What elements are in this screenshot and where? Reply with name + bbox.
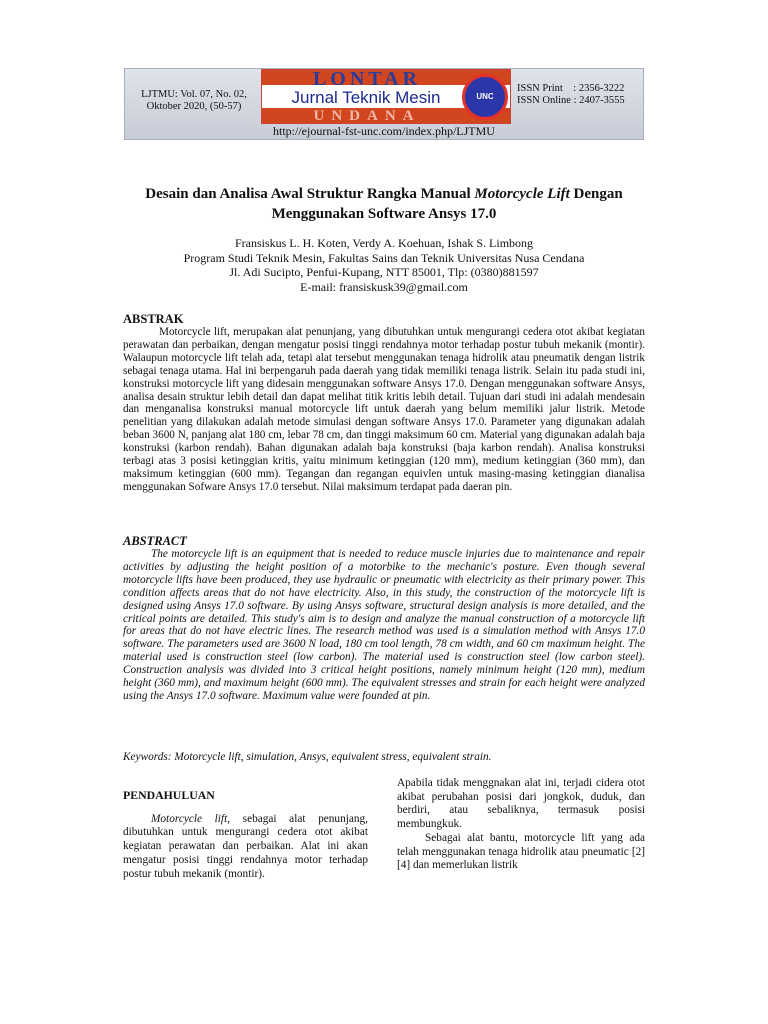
title-line-2: Menggunakan Software Ansys 17.0 [271,206,497,222]
author-affiliation: Program Studi Teknik Mesin, Fakultas Sains dan Teknik Universitas Nusa Cendana [183,250,585,265]
volume-line: LJTMU: Vol. 07, No. 02, [141,89,247,100]
title-part-2: Dengan [569,186,623,202]
abstract-body [123,548,645,703]
author-names: Fransiskus L. H. Koten, Verdy A. Koehuan, Ishak S. Limbong [234,236,534,250]
author-block [100,236,668,294]
issn-online: ISSN Online : 2407-3555 [517,95,625,106]
keywords-line: Keywords: Motorcycle lift, simulation, Ansys, equivalent stress, equivalent strain. [123,751,492,763]
title-part-1: Desain dan Analisa Awal Struktur Rangka Manual [145,186,475,202]
left-italic-start: Motorcycle lift [151,812,228,825]
journal-volume-info [131,89,257,113]
article-title [100,184,668,224]
abstrak-heading: ABSTRAK [123,312,184,326]
right-paragraph-2 [397,832,645,873]
abstract-heading: ABSTRACT [123,534,187,548]
author-email: E-mail: fransiskusk39@gmail.com [300,279,468,294]
logo-undana-text: UNDANA [313,108,421,124]
body-left-column [123,789,368,881]
logo-journal-name: Jurnal Teknik Mesin [291,88,441,107]
abstract-text: The motorcycle lift is an equipment that is needed to reduce muscle injuries due to maintenance and repair activities by adjusting the height position of a motorbike to the mechanic's posture. Even though several motorcycle lifts have been produced, they use hydraulic or pneumatic with electricity as their primary power. This condition affects areas that do not have electricity. Also, in this study, the construction of the motorcycle lift is designed using Ansys 17.0 software. By using Ansys software, structural design analysis is more detailed, and the critical points are detailed. This study's aim is to design and analyze the manual construction of a motorcycle lift for areas that do not have electric lines. The research method was used is a simulation method with Ansys 17.0 software. The parameters used are 3600 N load, 180 cm tool length, 78 cm width, and 60 cm maximum height. The material used is construction steel (low carbon). The material used is construction steel (low carbon steel). Construction analysis was divided into 3 critical height positions, namely minimum height (120 mm), medium height (360 mm), and maximum height (600 mm). The equivalent stresses and strain for each height were analyzed using the Ansys 17.0 software. Maximum value were founded at pin. [123,548,645,702]
section-heading-pendahuluan: PENDAHULUAN [123,788,215,802]
author-address: Jl. Adi Sucipto, Penfui-Kupang, NTT 85001, Tlp: (0380)881597 [229,265,539,279]
right-paragraph-1: Apabila tidak menggnakan alat ini, terjadi cidera otot akibat perubahan posisi dari jongkok, duduk, dan berdiri, atau sebaliknya, termasuk posisi membungkuk. [397,777,645,831]
issue-date-line: Oktober 2020, (50-57) [146,101,242,112]
right-paragraph-2-text: Sebagai alat bantu, motorcycle lift yang ada telah menggunakan tenaga hidrolik atau pneumatic [2][4] dan memerlukan listrik [397,831,645,872]
seal-text: UNC [476,92,494,101]
journal-header-banner [124,68,644,140]
university-seal-icon [462,74,508,120]
left-paragraph [123,813,368,882]
journal-logo [261,69,511,124]
journal-url-link[interactable]: http://ejournal-fst-unc.com/index.php/LJTMU [273,124,495,138]
issn-print: ISSN Print : 2356-3222 [517,83,625,94]
abstrak-body [123,326,645,494]
title-italic: Motorcycle Lift [474,186,570,202]
logo-lontar-text: LONTAR [312,69,422,90]
abstrak-text: Motorcycle lift, merupakan alat penunjang, yang dibutuhkan untuk mengurangi cedera otot akibat kegiatan perawatan dan perbaikan, dengan mengatur posisi tinggi rendahnya motor terhadap postur tubuh mekanik (montir). Walaupun motorcycle lift telah ada, tetapi alat tersebut menggunakan tenaga hidrolik atau pneumatik dengan listrik sebagai tenaga utama. Hal ini berpengaruh pada daerah yang tidak memiliki tenaga listrik. Selain itu pada studi ini, konstruksi motorcycle lift yang didesain menggunakan software Ansys 17.0. Dengan menggunakan software Ansys, analisa desain struktur lebih detail dan dapat melihat titik kritis lebih detail. Tujuan dari studi ini adalah mendesain dan menganalisa konstruksi manual motorcycle lift untuk daerah yang belum memiliki jalur listrik. Metode penelitian yang dilakukan adalah metode simulasi dengan software Ansys 17.0. Parameter yang digunakan adalah beban 3600 N, panjang alat 180 cm, lebar 78 cm, dan tinggi maksimum 60 cm. Material yang digunakan adalah baja konstruksi (karbon rendah). Bahan digunakan adalah baja konstruksi (baja karbon rendah). Analisa konstruksi terbagi atas 3 posisi ketinggian kritis, yaitu minimum ketinggian (120 mm), medium ketinggian (360 mm), dan maksimum ketinggian (600 mm). Tegangan dan regangan equivlen untuk masing-masing ketinggian dianalisa menggunakan Sofware Ansys 17.0 tersebut. Nilai maksimum terdapat pada daeran pin. [123,326,645,493]
issn-info [517,83,641,107]
body-right-column [397,777,645,873]
left-text: , sebagai alat penunjang, dibutuhkan untuk mengurangi cedera otot akibat kegiatan perawatan dan perbaikan. Alat ini akan mengatur posisi tinggi rendahnya motor terhadap postur tubuh mekanik (montir). [123,812,369,880]
